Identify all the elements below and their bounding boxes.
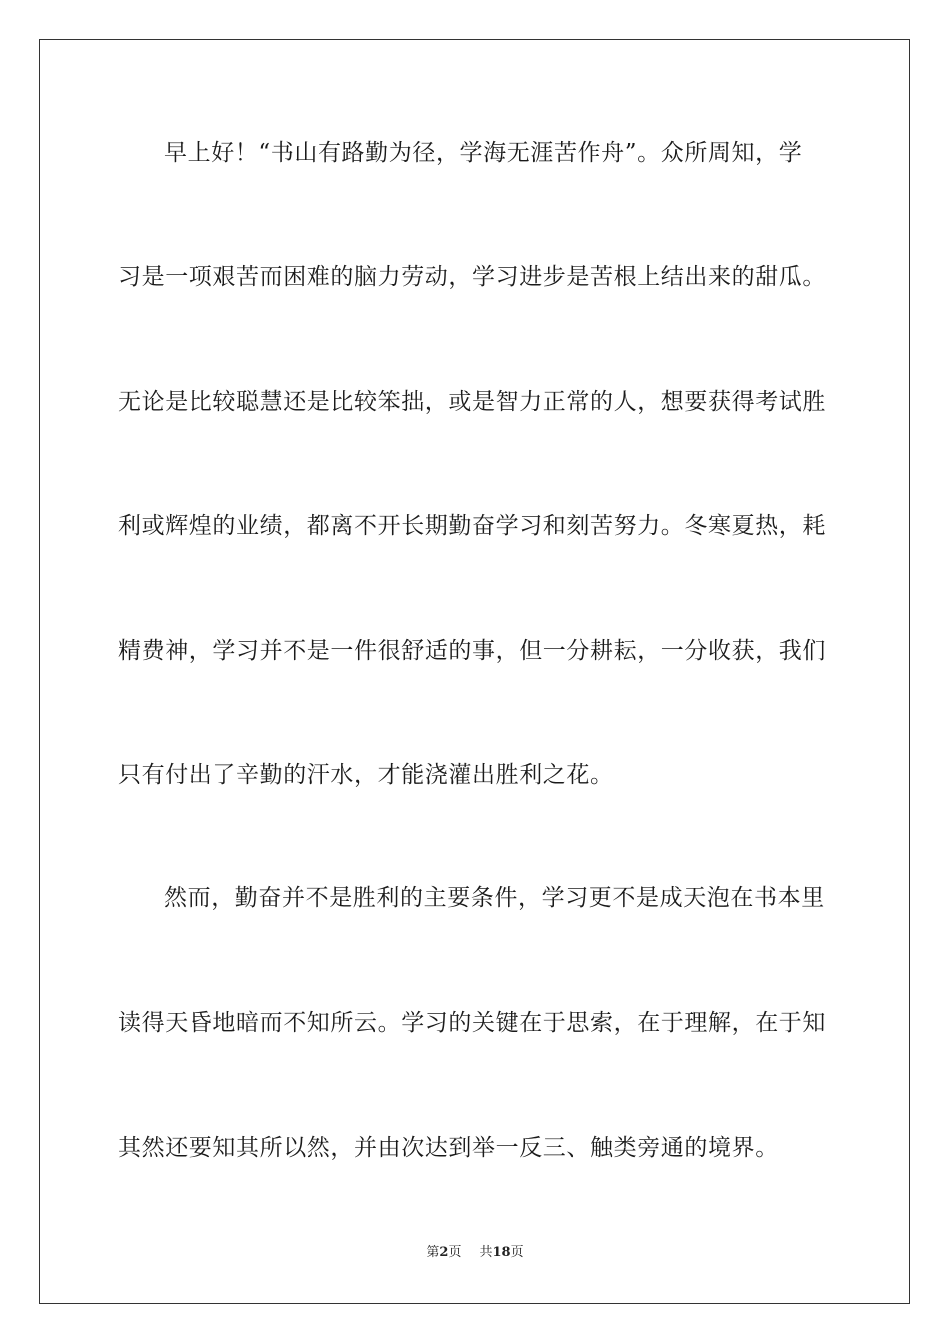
paragraph-1-line-2: 习是一项艰苦而困难的脑力劳动，学习进步是苦根上结出来的甜瓜。 [118,264,826,290]
total-prefix: 共 [479,1245,493,1260]
total-suffix: 页 [510,1245,524,1260]
paragraph-1-line-4: 利或辉煌的业绩，都离不开长期勤奋学习和刻苦努力。冬寒夏热，耗 [118,513,826,539]
page-suffix: 页 [448,1245,462,1260]
paragraph-2-line-3: 其然还要知其所以然，并由次达到举一反三、触类旁通的境界。 [118,1135,779,1161]
paragraph-2-line-1: 然而，勤奋并不是胜利的主要条件，学习更不是成天泡在书本里 [164,885,825,911]
page-footer [0,1245,950,1261]
paragraph-1-line-6: 只有付出了辛勤的汗水，才能浇灌出胜利之花。 [118,762,614,788]
paragraph-1-line-1: 早上好！“书山有路勤为径，学海无涯苦作舟”。众所周知，学 [164,140,803,166]
paragraph-2-line-2: 读得天昏地暗而不知所云。学习的关键在于思索，在于理解，在于知 [118,1010,826,1036]
page-number: 2 [439,1245,449,1260]
page-border [39,39,910,1304]
paragraph-1-line-5: 精费神，学习并不是一件很舒适的事，但一分耕耘，一分收获，我们 [118,638,826,664]
total-pages: 18 [492,1245,511,1260]
paragraph-1-line-3: 无论是比较聪慧还是比较笨拙，或是智力正常的人，想要获得考试胜 [118,389,826,415]
page-prefix: 第 [426,1245,440,1260]
